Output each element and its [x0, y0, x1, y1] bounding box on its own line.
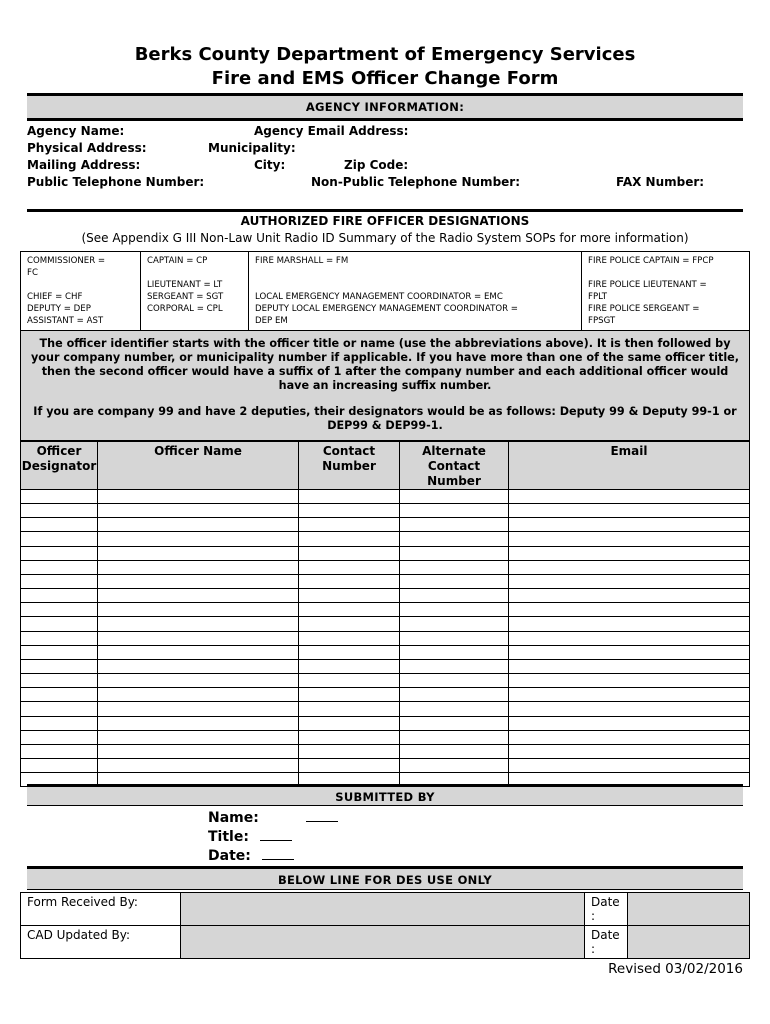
- cell-officer-name[interactable]: [98, 617, 299, 631]
- cell-officer-name[interactable]: [98, 674, 299, 688]
- table-row: [21, 504, 750, 518]
- cell-alternate-contact[interactable]: [400, 645, 509, 659]
- submitted-title-label: Title:: [208, 829, 292, 845]
- cell-designator[interactable]: [21, 702, 98, 716]
- table-row: [21, 730, 750, 744]
- table-row: [21, 617, 750, 631]
- fax-number-label: FAX Number:: [616, 175, 705, 189]
- municipality-label: Municipality:: [208, 141, 296, 155]
- cell-contact-number[interactable]: [299, 631, 400, 645]
- cell-designator[interactable]: [21, 659, 98, 673]
- cell-contact-number[interactable]: [299, 546, 400, 560]
- cell-email[interactable]: [509, 504, 750, 518]
- cell-designator[interactable]: [21, 518, 98, 532]
- cell-contact-number[interactable]: [299, 490, 400, 504]
- cell-email[interactable]: [509, 688, 750, 702]
- cell-alternate-contact[interactable]: [400, 603, 509, 617]
- zip-code-label: Zip Code:: [344, 158, 409, 172]
- cell-contact-number[interactable]: [299, 603, 400, 617]
- table-row: [21, 758, 750, 772]
- designations-header: AUTHORIZED FIRE OFFICER DESIGNATIONS: [240, 214, 530, 228]
- cell-designator[interactable]: [21, 589, 98, 603]
- submitted-name-label: Name:: [208, 810, 338, 826]
- name-blank[interactable]: [306, 821, 338, 822]
- table-row: [21, 574, 750, 588]
- date-blank[interactable]: [262, 859, 294, 860]
- cell-officer-name[interactable]: [98, 532, 299, 546]
- form-received-field[interactable]: [181, 893, 585, 926]
- submitted-by-header: SUBMITTED BY: [27, 784, 743, 806]
- cell-alternate-contact[interactable]: [400, 560, 509, 574]
- cell-designator[interactable]: [21, 504, 98, 518]
- cell-email[interactable]: [509, 546, 750, 560]
- cell-email[interactable]: [509, 617, 750, 631]
- cell-email[interactable]: [509, 716, 750, 730]
- cell-alternate-contact[interactable]: [400, 716, 509, 730]
- des-use-header: BELOW LINE FOR DES USE ONLY: [27, 866, 743, 890]
- cell-officer-name[interactable]: [98, 659, 299, 673]
- designations-col-1: COMMISSIONER = FC CHIEF = CHF DEPUTY = DEP ASSISTANT = AST: [21, 252, 141, 331]
- cell-alternate-contact[interactable]: [400, 617, 509, 631]
- cell-email[interactable]: [509, 631, 750, 645]
- table-row: [21, 560, 750, 574]
- cell-designator[interactable]: [21, 716, 98, 730]
- cell-officer-name[interactable]: [98, 518, 299, 532]
- cell-designator[interactable]: [21, 688, 98, 702]
- cell-officer-name[interactable]: [98, 574, 299, 588]
- physical-address-label: Physical Address:: [27, 141, 147, 155]
- non-public-phone-label: Non-Public Telephone Number:: [311, 175, 521, 189]
- table-row: [21, 546, 750, 560]
- cad-updated-field[interactable]: [181, 926, 585, 959]
- cell-contact-number[interactable]: [299, 688, 400, 702]
- cell-designator[interactable]: [21, 744, 98, 758]
- cell-email[interactable]: [509, 560, 750, 574]
- cell-officer-name[interactable]: [98, 716, 299, 730]
- cell-designator[interactable]: [21, 674, 98, 688]
- col-header-email: Email: [509, 442, 750, 490]
- cell-email[interactable]: [509, 603, 750, 617]
- form-received-label: Form Received By:: [21, 893, 181, 926]
- cell-contact-number[interactable]: [299, 716, 400, 730]
- form-subtitle: Fire and EMS Officer Change Form: [211, 68, 559, 89]
- revised-date: Revised 03/02/2016: [608, 961, 743, 977]
- col-header-officer-name: Officer Name: [98, 442, 299, 490]
- cell-contact-number[interactable]: [299, 560, 400, 574]
- table-row: [21, 702, 750, 716]
- cell-contact-number[interactable]: [299, 645, 400, 659]
- cell-alternate-contact[interactable]: [400, 758, 509, 772]
- cell-alternate-contact[interactable]: [400, 688, 509, 702]
- instructions-box: [20, 331, 750, 441]
- cell-alternate-contact[interactable]: [400, 631, 509, 645]
- cell-designator[interactable]: [21, 532, 98, 546]
- cell-contact-number[interactable]: [299, 574, 400, 588]
- table-row: [21, 532, 750, 546]
- cell-alternate-contact[interactable]: [400, 674, 509, 688]
- cell-alternate-contact[interactable]: [400, 504, 509, 518]
- date-field-2[interactable]: [628, 926, 750, 959]
- cell-alternate-contact[interactable]: [400, 730, 509, 744]
- cell-contact-number[interactable]: [299, 617, 400, 631]
- cell-contact-number[interactable]: [299, 674, 400, 688]
- col-header-designator: Officer Designator: [21, 442, 98, 490]
- cell-officer-name[interactable]: [98, 730, 299, 744]
- cell-alternate-contact[interactable]: [400, 518, 509, 532]
- cell-designator[interactable]: [21, 645, 98, 659]
- cell-officer-name[interactable]: [98, 603, 299, 617]
- cell-contact-number[interactable]: [299, 659, 400, 673]
- date-label-1: Date :: [585, 893, 628, 926]
- designations-col-4: FIRE POLICE CAPTAIN = FPCP FIRE POLICE LIEUTENANT = FPLT FIRE POLICE SERGEANT = FPSGT: [582, 252, 750, 331]
- cell-email[interactable]: [509, 659, 750, 673]
- cell-designator[interactable]: [21, 730, 98, 744]
- cell-email[interactable]: [509, 730, 750, 744]
- cad-updated-label: CAD Updated By:: [21, 926, 181, 959]
- cell-designator[interactable]: [21, 603, 98, 617]
- cell-alternate-contact[interactable]: [400, 702, 509, 716]
- city-label: City:: [254, 158, 286, 172]
- mailing-address-label: Mailing Address:: [27, 158, 141, 172]
- cell-email[interactable]: [509, 702, 750, 716]
- designations-table: [20, 251, 750, 331]
- date-label-2: Date :: [585, 926, 628, 959]
- cell-email[interactable]: [509, 574, 750, 588]
- cell-designator[interactable]: [21, 546, 98, 560]
- date-field-1[interactable]: [628, 893, 750, 926]
- col-header-contact-number: Contact Number: [299, 442, 400, 490]
- form-title: Berks County Department of Emergency Services: [134, 44, 636, 65]
- cell-officer-name[interactable]: [98, 702, 299, 716]
- cell-email[interactable]: [509, 758, 750, 772]
- title-blank[interactable]: [260, 840, 292, 841]
- table-row: [21, 688, 750, 702]
- cell-officer-name[interactable]: [98, 744, 299, 758]
- cell-officer-name[interactable]: [98, 490, 299, 504]
- instructions-para-1: The officer identifier starts with the officer title or name (use the abbreviations above). It is then followed by your company number, or municipality number if applicable. If you have more than one of the same officer title, then the second officer would have a suffix of 1 after the company number and each additional officer would have an increasing suffix number.: [31, 337, 740, 392]
- table-row: [21, 631, 750, 645]
- cell-email[interactable]: [509, 532, 750, 546]
- cell-email[interactable]: [509, 518, 750, 532]
- cell-contact-number[interactable]: [299, 758, 400, 772]
- agency-name-label: Agency Name:: [27, 124, 125, 138]
- cell-email[interactable]: [509, 674, 750, 688]
- table-row: [21, 659, 750, 673]
- agency-info-header: AGENCY INFORMATION:: [27, 93, 743, 121]
- cell-contact-number[interactable]: [299, 504, 400, 518]
- table-row: [21, 490, 750, 504]
- cell-contact-number[interactable]: [299, 589, 400, 603]
- cell-contact-number[interactable]: [299, 744, 400, 758]
- table-row: [21, 603, 750, 617]
- cell-alternate-contact[interactable]: [400, 490, 509, 504]
- cell-contact-number[interactable]: [299, 532, 400, 546]
- cell-email[interactable]: [509, 645, 750, 659]
- submitted-date-label: Date:: [208, 848, 294, 864]
- cell-alternate-contact[interactable]: [400, 589, 509, 603]
- cell-officer-name[interactable]: [98, 504, 299, 518]
- cell-alternate-contact[interactable]: [400, 659, 509, 673]
- table-row: [21, 518, 750, 532]
- cell-email[interactable]: [509, 744, 750, 758]
- cell-email[interactable]: [509, 490, 750, 504]
- officer-table: [20, 441, 750, 787]
- cell-alternate-contact[interactable]: [400, 546, 509, 560]
- table-row: [21, 716, 750, 730]
- instructions-para-2: If you are company 99 and have 2 deputies, their designators would be as follows: Deputy 99 & Deputy 99-1 or DEP99 & DEP99-1.: [33, 405, 737, 432]
- cell-officer-name[interactable]: [98, 688, 299, 702]
- table-row: [21, 744, 750, 758]
- cell-officer-name[interactable]: [98, 758, 299, 772]
- public-phone-label: Public Telephone Number:: [27, 175, 205, 189]
- cell-alternate-contact[interactable]: [400, 532, 509, 546]
- cell-contact-number[interactable]: [299, 702, 400, 716]
- cell-officer-name[interactable]: [98, 589, 299, 603]
- cell-contact-number[interactable]: [299, 518, 400, 532]
- cell-officer-name[interactable]: [98, 631, 299, 645]
- cell-designator[interactable]: [21, 758, 98, 772]
- divider: [27, 209, 743, 212]
- cell-contact-number[interactable]: [299, 730, 400, 744]
- cell-officer-name[interactable]: [98, 546, 299, 560]
- designations-col-3: FIRE MARSHALL = FM LOCAL EMERGENCY MANAGEMENT COORDINATOR = EMC DEPUTY LOCAL EMERGENCY MANAGEMENT COORDINATOR = DEP EM: [249, 252, 582, 331]
- cell-officer-name[interactable]: [98, 560, 299, 574]
- table-row: [21, 674, 750, 688]
- table-row: [21, 645, 750, 659]
- col-header-alternate-contact: Alternate Contact Number: [400, 442, 509, 490]
- designations-col-2: CAPTAIN = CP LIEUTENANT = LT SERGEANT = SGT CORPORAL = CPL: [141, 252, 249, 331]
- cell-alternate-contact[interactable]: [400, 574, 509, 588]
- cell-designator[interactable]: [21, 617, 98, 631]
- des-use-table: [20, 892, 750, 959]
- cell-designator[interactable]: [21, 490, 98, 504]
- cell-designator[interactable]: [21, 631, 98, 645]
- cell-designator[interactable]: [21, 574, 98, 588]
- cell-officer-name[interactable]: [98, 645, 299, 659]
- cell-email[interactable]: [509, 589, 750, 603]
- cell-alternate-contact[interactable]: [400, 744, 509, 758]
- table-row: [21, 589, 750, 603]
- agency-email-label: Agency Email Address:: [254, 124, 409, 138]
- cell-designator[interactable]: [21, 560, 98, 574]
- designations-note: (See Appendix G III Non-Law Unit Radio ID Summary of the Radio System SOPs for more information): [81, 231, 689, 245]
